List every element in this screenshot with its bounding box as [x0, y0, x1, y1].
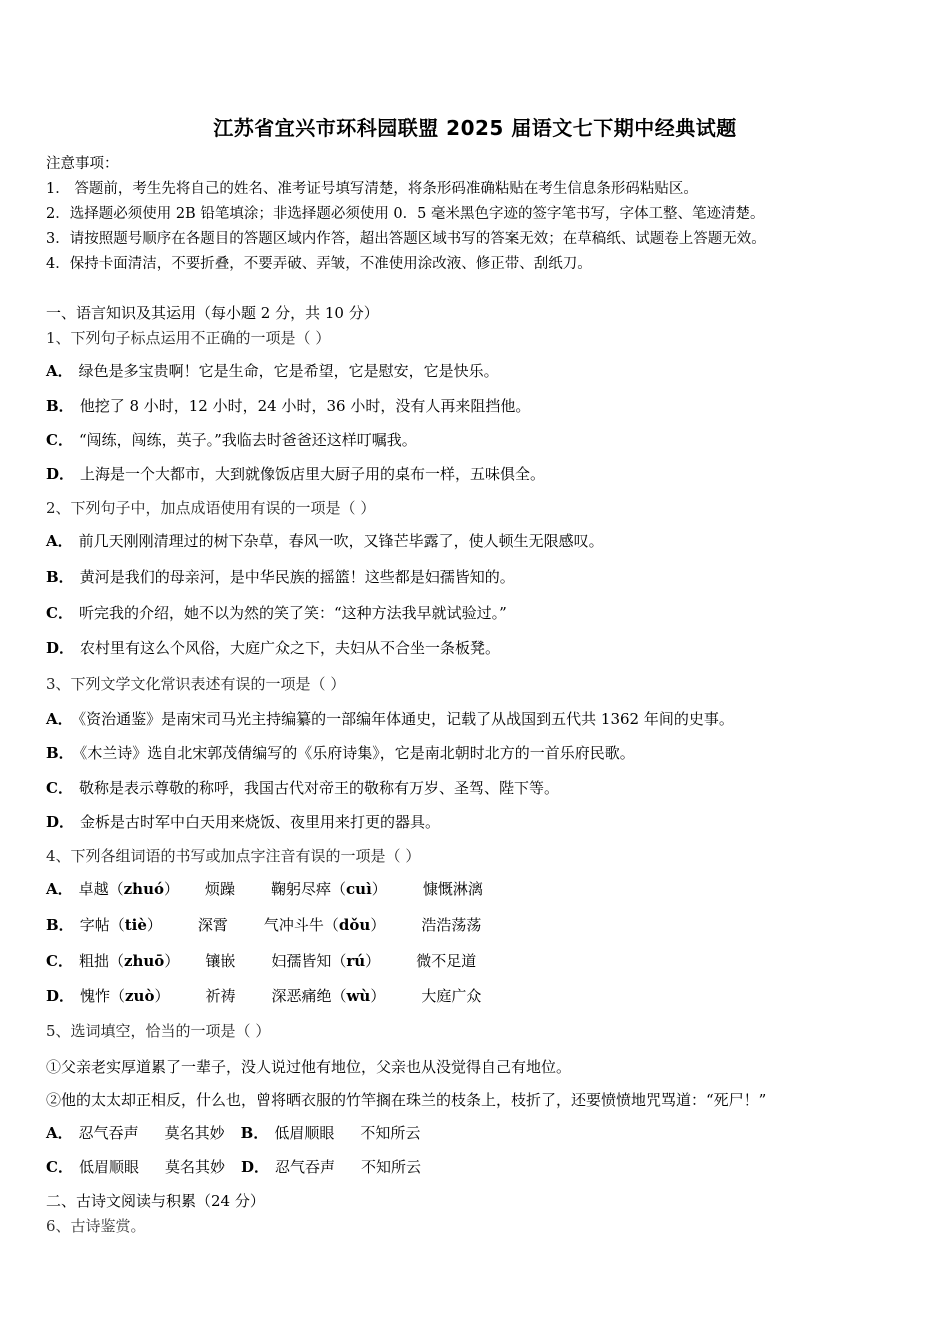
section-1-heading: 一、语言知识及其运用（每小题 2 分，共 10 分）	[46, 304, 379, 322]
q4-option-a: A． 卓越（zhuó） 烦躁 鞠躬尽瘁（cuì） 慷慨淋漓	[46, 880, 483, 898]
q5-sentence-2: ②他的太太却正相反，什么也，曾将晒衣服的竹竿搁在珠兰的枝条上，枝折了，还要愤愤地咒骂道：“死尸！”	[46, 1091, 767, 1109]
notes-heading: 注意事项：	[46, 156, 119, 172]
q1-option-a: A． 绿色是多宝贵啊！它是生命，它是希望，它是慰安，它是快乐。	[46, 362, 499, 380]
page-title: 江苏省宜兴市环科园联盟 2025 届语文七下期中经典试题	[213, 116, 737, 140]
q3-option-c: C． 敬称是表示尊敬的称呼，我国古代对帝王的敬称有万岁、圣驾、陛下等。	[46, 779, 559, 797]
q1-option-c: C． “闯练，闯练，英子。”我临去时爸爸还这样叮嘱我。	[46, 431, 417, 449]
q1-option-b: B． 他挖了 8 小时，12 小时，24 小时，36 小时，没有人再来阻挡他。	[46, 397, 531, 415]
note-item-1: 1． 答题前，考生先将自己的姓名、准考证号填写清楚，将条形码准确粘贴在考生信息条形码粘贴区。	[46, 181, 698, 197]
note-item-2: 2．选择题必须使用 2B 铅笔填涂；非选择题必须使用 0．5 毫米黑色字迹的签字笔书写，字体工整、笔迹清楚。	[46, 206, 765, 222]
q3-option-b: B． 《木兰诗》选自北宋郭茂倩编写的《乐府诗集》，它是南北朝时北方的一首乐府民歌。	[46, 744, 635, 762]
note-item-4: 4．保持卡面清洁，不要折叠，不要弄破、弄皱，不准使用涂改液、修正带、刮纸刀。	[46, 256, 592, 272]
q2-option-a: A． 前几天刚刚清理过的树下杂草，春风一吹，又锋芒毕露了，使人顿生无限感叹。	[46, 532, 604, 550]
q2-option-b: B． 黄河是我们的母亲河，是中华民族的摇篮！这些都是妇孺皆知的。	[46, 568, 515, 586]
section-2-heading: 二、古诗文阅读与积累（24 分）	[46, 1192, 265, 1210]
note-item-3: 3．请按照题号顺序在各题目的答题区域内作答，超出答题区域书写的答案无效；在草稿纸、试题卷上答题无效。	[46, 231, 766, 247]
question-1-stem: 1、下列句子标点运用不正确的一项是（ ）	[46, 329, 331, 347]
q2-option-d: D． 农村里有这么个风俗，大庭广众之下，夫妇从不合坐一条板凳。	[46, 639, 501, 657]
q2-option-c: C． 听完我的介绍，她不以为然的笑了笑：“这种方法我早就试验过。”	[46, 604, 507, 622]
question-5-stem: 5、选词填空，恰当的一项是（ ）	[46, 1022, 271, 1040]
q4-option-b: B． 字帖（tiè） 深霄 气冲斗牛（dǒu） 浩浩荡荡	[46, 916, 482, 934]
question-2-stem: 2、下列句子中，加点成语使用有误的一项是（ ）	[46, 499, 376, 517]
question-3-stem: 3、下列文学文化常识表述有误的一项是（ ）	[46, 675, 346, 693]
q5-options-cd: C． 低眉顺眼 莫名其妙 D． 忍气吞声 不知所云	[46, 1158, 422, 1176]
question-4-stem: 4、下列各组词语的书写或加点字注音有误的一项是（ ）	[46, 847, 421, 865]
q3-option-a: A． 《资治通鉴》是南宋司马光主持编纂的一部编年体通史，记载了从战国到五代共 1362 年间的史事。	[46, 710, 734, 728]
question-6-stem: 6、古诗鉴赏。	[46, 1217, 146, 1235]
q4-option-d: D． 愧怍（zuò） 祈祷 深恶痛绝（wù） 大庭广众	[46, 987, 482, 1005]
q1-option-d: D． 上海是一个大都市，大到就像饭店里大厨子用的桌布一样，五味俱全。	[46, 465, 546, 483]
q5-options-ab: A． 忍气吞声 莫名其妙 B． 低眉顺眼 不知所云	[46, 1124, 421, 1142]
q5-sentence-1: ①父亲老实厚道累了一辈子，没人说过他有地位，父亲也从没觉得自己有地位。	[46, 1058, 572, 1076]
q4-option-c: C． 粗拙（zhuō） 镶嵌 妇孺皆知（rú） 微不足道	[46, 952, 477, 970]
q3-option-d: D． 金柝是古时军中白天用来烧饭、夜里用来打更的器具。	[46, 813, 441, 831]
